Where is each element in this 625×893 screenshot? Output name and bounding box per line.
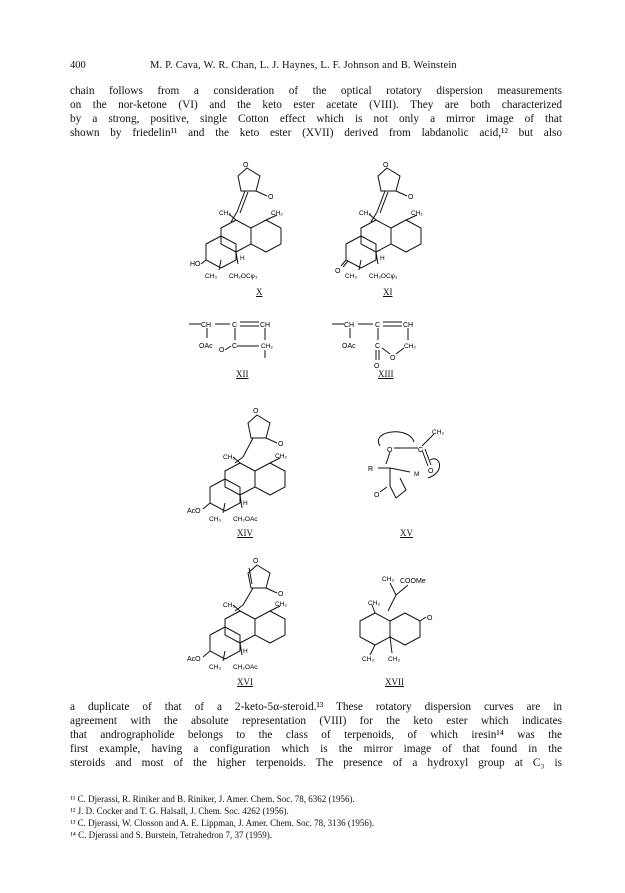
atom-label: O [390, 355, 396, 362]
atom-label: C [375, 343, 381, 350]
text-line: shown by friedelin¹¹ and the keto ester (XVII) derived from labdanolic acid,¹² but also [70, 127, 562, 139]
bottom-paragraph [70, 700, 562, 770]
atom-label: M [414, 471, 420, 478]
text-line: steroids and most of the higher terpenoids. The presence of a hydroxyl group at C₃ is [70, 757, 562, 769]
atom-label: O [335, 268, 341, 275]
compound-label: XI [383, 287, 393, 297]
structure-X [185, 160, 315, 305]
atom-label: C [418, 447, 424, 454]
atom-label: CH₂ [261, 343, 273, 350]
atom-label: O [278, 441, 284, 448]
atom-label: HO [190, 261, 201, 268]
footnote: ¹³ C. Djerassi, W. Closson and A. E. Lippman, J. Amer. Chem. Soc. 78, 3136 (1956). [70, 818, 375, 828]
atom-label: CH [344, 322, 355, 329]
atom-label: H [243, 500, 248, 507]
atom-label: O [428, 468, 434, 475]
atom-label: CH [403, 322, 414, 329]
compound-label: XVI [237, 677, 253, 687]
atom-label: OAc [199, 343, 213, 350]
text-line: on the nor-ketone (VI) and the keto ester acetate (VIII). They are both characterized [70, 99, 562, 111]
atom-label: CH [201, 322, 212, 329]
atom-label: O [387, 447, 393, 454]
atom-label: COOMe [400, 578, 426, 585]
text-line: agreement with the absolute representation (VIII) for the keto ester which indicates [70, 715, 562, 727]
atom-label: O [268, 194, 274, 201]
atom-label: CH₃ [223, 602, 236, 609]
atom-label: CH₂OAc [233, 516, 258, 523]
text-line: that andrographolide belongs to the class of terpenoids, of which iresin¹⁴ was the [70, 729, 562, 741]
running-header [70, 60, 560, 76]
atom-label: O [408, 194, 414, 201]
structure-XIV [185, 405, 315, 545]
top-paragraph [70, 84, 562, 140]
structure-XII [185, 310, 305, 370]
atom-label: O [219, 347, 225, 354]
atom-label: O [374, 363, 380, 370]
text-line: first example, having a configuration which is the mirror image of that found in the [70, 743, 562, 755]
atom-label: CH₂ [275, 601, 287, 608]
atom-label: AcO [187, 656, 201, 663]
footnote: ¹¹ C. Djerassi, R. Riniker and B. Riniker, J. Amer. Chem. Soc. 78, 6362 (1956). [70, 794, 355, 804]
atom-label: H [380, 255, 385, 262]
atom-label: C [375, 322, 381, 329]
structure-XVII [330, 565, 460, 675]
atom-label: CH₃ [209, 664, 222, 671]
compound-label: XII [236, 369, 249, 379]
compound-label: XVII [385, 677, 404, 687]
atom-label: CH [260, 322, 271, 329]
atom-label: CH₃ [205, 273, 218, 280]
atom-label: CH₂ [411, 210, 423, 217]
atom-label: CH₂OCφ₃ [369, 273, 398, 280]
compound-label: X [256, 287, 263, 297]
atom-label: O [427, 615, 433, 622]
footnotes [70, 793, 562, 841]
atom-label: O [383, 162, 389, 169]
atom-label: CH₂OAc [233, 664, 258, 671]
atom-label: O [253, 408, 259, 415]
structure-XI [325, 160, 455, 305]
atom-label: CH₃ [223, 454, 236, 461]
atom-label: CH₃ [432, 429, 445, 436]
page-number: 400 [70, 60, 86, 71]
atom-label: O [278, 591, 284, 598]
atom-label: CH₃ [368, 600, 381, 607]
running-authors: M. P. Cava, W. R. Chan, L. J. Haynes, L. F. Johnson and B. Weinstein [150, 60, 457, 71]
structure-XIII [330, 310, 450, 370]
atom-label: C [232, 343, 238, 350]
atom-label: AcO [187, 508, 201, 515]
atom-label: CH₃ [362, 656, 375, 663]
atom-label: CH₃ [209, 516, 222, 523]
atom-label: CH₃ [388, 656, 401, 663]
compound-label: XIV [237, 528, 253, 538]
structure-XV [360, 420, 460, 515]
atom-label: CH₃ [345, 273, 358, 280]
atom-label: CH₃ [382, 576, 395, 583]
atom-label: CH₂ [271, 210, 283, 217]
atom-label: CH₃ [359, 210, 372, 217]
footnote: ¹² J. D. Cocker and T. G. Halsall, J. Chem. Soc. 4262 (1956). [70, 806, 289, 816]
footnote: ¹⁴ C. Djerassi and S. Burstein, Tetrahedron 7, 37 (1959). [70, 830, 273, 840]
atom-label: CH₂ [275, 453, 287, 460]
atom-label: C [232, 322, 238, 329]
atom-label: O [243, 162, 249, 169]
atom-label: H [240, 255, 245, 262]
text-line: by a strong, positive, single Cotton effect which is not only a mirror image of that [70, 113, 562, 125]
compound-label: XIII [378, 369, 394, 379]
structure-XVI [185, 555, 315, 685]
text-line: chain follows from a consideration of the optical rotatory dispersion measurements [70, 85, 562, 97]
atom-label: R [368, 466, 374, 473]
compound-label: XV [400, 528, 413, 538]
atom-label: CH₂ [404, 343, 416, 350]
text-line: a duplicate of that of a 2-keto-5α-steroid.¹³ These rotatory dispersion curves are in [70, 701, 562, 713]
atom-label: O [374, 492, 380, 499]
atom-label: H [243, 648, 248, 655]
atom-label: O [253, 558, 259, 565]
atom-label: OAc [342, 343, 356, 350]
atom-label: CH₂OCφ₃ [229, 273, 258, 280]
atom-label: CH₃ [219, 210, 232, 217]
